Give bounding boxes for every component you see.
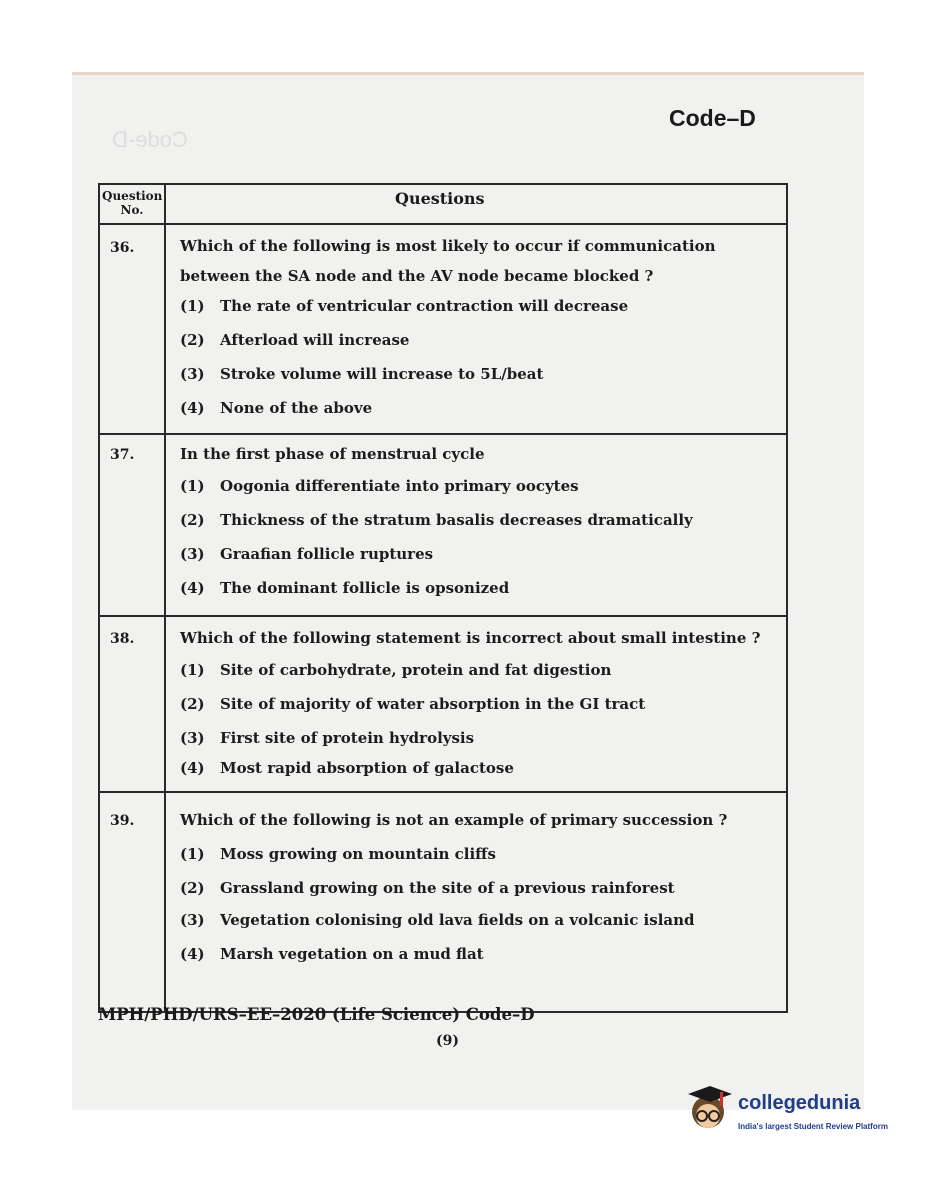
page-number: (9)	[436, 1033, 459, 1049]
header-divider	[100, 223, 786, 225]
option: (2) Afterload will increase	[180, 331, 410, 349]
option: (4) The dominant follicle is opsonized	[180, 579, 510, 597]
option: (4) Most rapid absorption of galactose	[180, 759, 514, 777]
question-text: Which of the following is not an example of primary succession ?	[180, 811, 728, 829]
brand-name: collegedunia	[738, 1092, 861, 1114]
header-question-no: Question No.	[102, 189, 163, 217]
question-number: 39.	[110, 813, 135, 829]
row-divider	[100, 615, 786, 617]
option: (3) First site of protein hydrolysis	[180, 729, 475, 747]
exam-footer-title: MPH/PHD/URS–EE–2020 (Life Science) Code–D	[98, 1005, 535, 1024]
option: (4) Marsh vegetation on a mud flat	[180, 945, 484, 963]
option: (3) Graafian follicle ruptures	[180, 545, 434, 563]
question-number: 38.	[110, 631, 135, 647]
brand-logo	[682, 1080, 912, 1140]
exam-page	[72, 72, 864, 1110]
option: (4) None of the above	[180, 399, 373, 417]
option: (3) Stroke volume will increase to 5L/beat	[180, 365, 544, 383]
option: (1) Moss growing on mountain cliffs	[180, 845, 496, 863]
question-text: Which of the following statement is incorrect about small intestine ?	[180, 629, 761, 647]
header-questions: Questions	[395, 189, 485, 208]
option: (1) The rate of ventricular contraction will decrease	[180, 297, 629, 315]
question-text: In the first phase of menstrual cycle	[180, 445, 485, 463]
bleed-through-text: Code-D	[112, 127, 188, 152]
option: (2) Site of majority of water absorption in the GI tract	[180, 695, 646, 713]
option: (3) Vegetation colonising old lava fields on a volcanic island	[180, 911, 695, 929]
option: (2) Thickness of the stratum basalis decreases dramatically	[180, 511, 693, 529]
option: (2) Grassland growing on the site of a previous rainforest	[180, 879, 675, 897]
question-number: 36.	[110, 240, 135, 256]
option: (1) Oogonia differentiate into primary oocytes	[180, 477, 579, 495]
paper-code: Code–D	[669, 105, 756, 131]
option: (1) Site of carbohydrate, protein and fat digestion	[180, 661, 612, 679]
question-text: Which of the following is most likely to occur if communication between the SA node and the AV node became blocked ?	[180, 237, 716, 285]
mascot-icon	[682, 1080, 736, 1136]
row-divider	[100, 433, 786, 435]
question-number: 37.	[110, 447, 135, 463]
brand-tagline: India's largest Student Review Platform	[738, 1122, 888, 1131]
question-table	[98, 183, 788, 1013]
row-divider	[100, 791, 786, 793]
column-divider	[164, 185, 166, 1011]
